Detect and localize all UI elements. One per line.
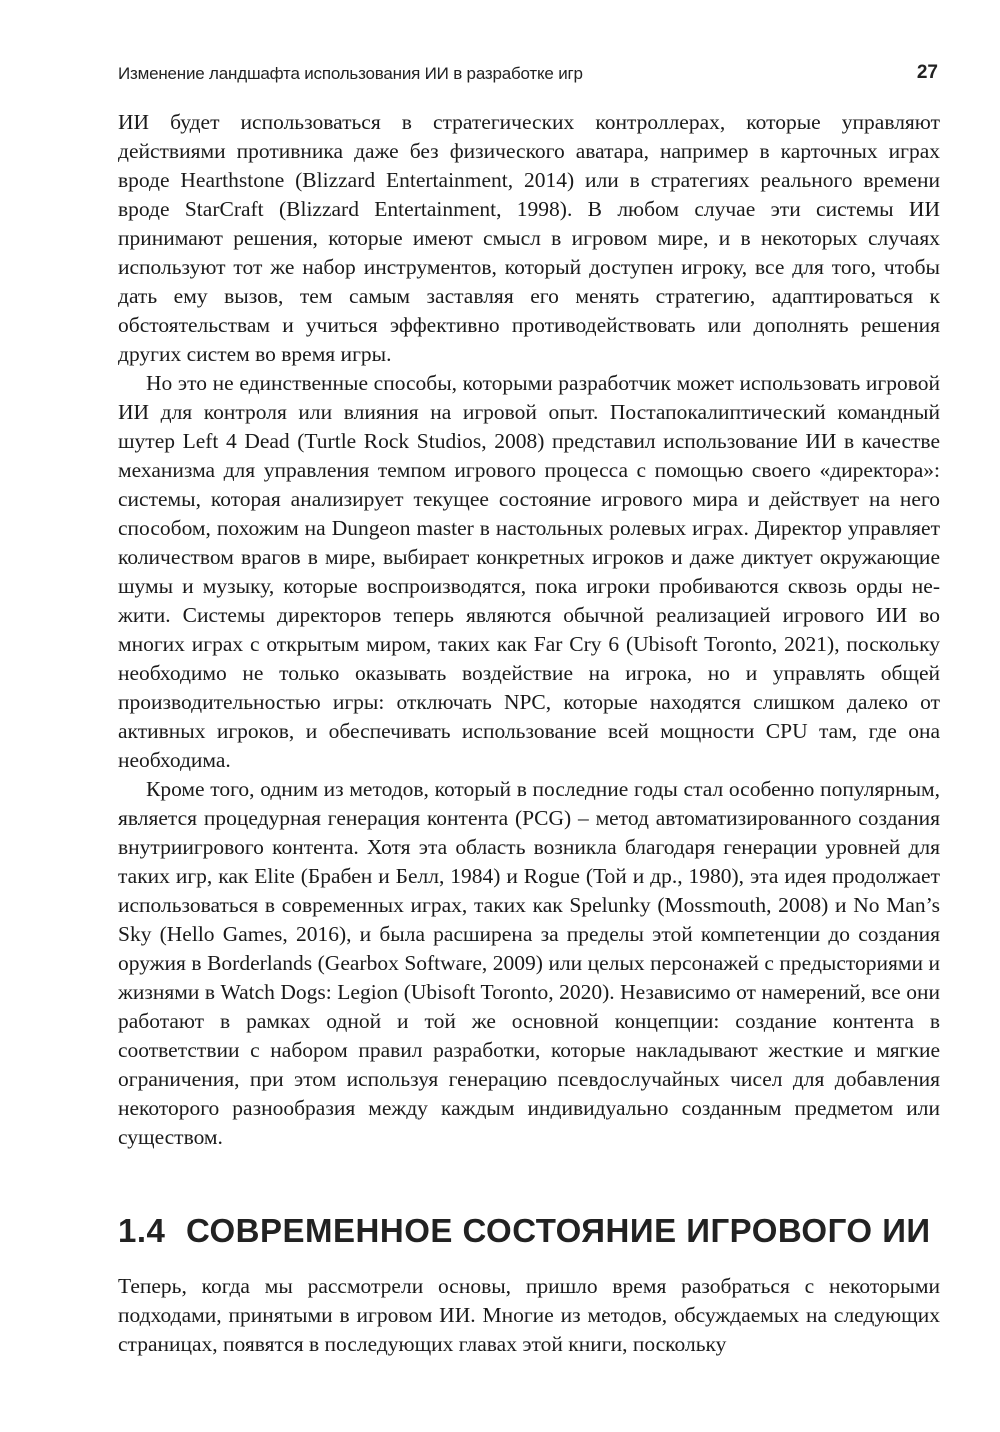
paragraph: Теперь, когда мы рассмотрели основы, пришло время разобраться с некоторыми подходами, принятыми в игровом ИИ. Многие из методов, обсуждаемых на следующих страницах, появятся в последующих главах этой книги, поскольку bbox=[118, 1274, 940, 1356]
running-head bbox=[118, 64, 940, 88]
section-body-text bbox=[118, 1272, 940, 1359]
body-text bbox=[118, 108, 940, 1152]
paragraph: Но это не единственные способы, которыми разработчик может использовать игровой ИИ для контроля или влияния на игровой опыт. Постапокалиптический командный шутер Left 4 Dead (Turtle Rock Studios, 2008) представил использование ИИ в качестве механизма для управления темпом игрового процесса с помощью своего «директора»: системы, которая анализирует текущее состояние игрового мира и действует на него способом, похожим на Dungeon master в настольных ролевых играх. Директор управляет количеством врагов в мире, выбирает конкретных игроков и даже диктует окружающие шумы и музыку, которые воспроизводятся, пока игроки пробиваются сквозь орды нежити. Системы директоров теперь являются обычной реализацией игрового ИИ во многих играх с открытым миром, таких как Far Cry 6 (Ubisoft Toronto, 2021), поскольку необходимо не только оказывать воздействие на игрока, но и управлять общей производительностью игры: отключать NPC, которые находятся слишком далеко от активных игроков, и обеспечивать использование всей мощности CPU там, где она необходима. bbox=[118, 371, 940, 772]
section-heading bbox=[118, 1212, 940, 1250]
paragraph: Кроме того, одним из методов, который в последние годы стал особенно популярным, является процедурная генерация контента (PCG) – метод автоматизированного создания внутриигрового контента. Хотя эта область возникла благодаря генерации уровней для таких игр, как Elite (Брабен и Белл, 1984) и Rogue (Той и др., 1980), эта идея продолжает использоваться в современных играх, таких как Spelunky (Mossmouth, 2008) и No Man’s Sky (Hello Games, 2016), и была расширена за пределы этой компетенции до создания оружия в Borderlands (Gearbox Software, 2009) или целых персонажей с предысториями и жизнями в Watch Dogs: Legion (Ubisoft Toronto, 2020). Независимо от намерений, все они работают в рамках одной и той же основной концепции: создание контента в соответствии с набором правил разработки, которые накладывают жесткие и мягкие ограничения, при этом используя генерацию псевдослучайных чисел для добавления некоторого разнообразия между каждым индивидуально созданным предметом или существом. bbox=[118, 777, 940, 1149]
section-title: СОВРЕМЕННОЕ СОСТОЯНИЕ ИГРОВОГО ИИ bbox=[186, 1212, 931, 1249]
section-number: 1.4 bbox=[118, 1212, 166, 1249]
paragraph: ИИ будет использоваться в стратегических контроллерах, которые управляют действиями противника даже без физического аватара, например в карточных играх вроде Hearthstone (Blizzard Entertainment, 2014) или в стратегиях реального времени вроде StarCraft (Blizzard Entertainment, 1998). В любом случае эти системы ИИ принимают решения, которые имеют смысл в игровом мире, и в некоторых случаях используют тот же набор инструментов, который доступен игроку, все для того, чтобы дать ему вызов, тем самым заставляя его менять стратегию, адаптироваться к обстоятельствам и учиться эффективно противодействовать или дополнять решения других систем во время игры. bbox=[118, 110, 940, 366]
running-title: Изменение ландшафта использования ИИ в разработке игр bbox=[118, 64, 583, 83]
page-number: 27 bbox=[916, 62, 938, 83]
